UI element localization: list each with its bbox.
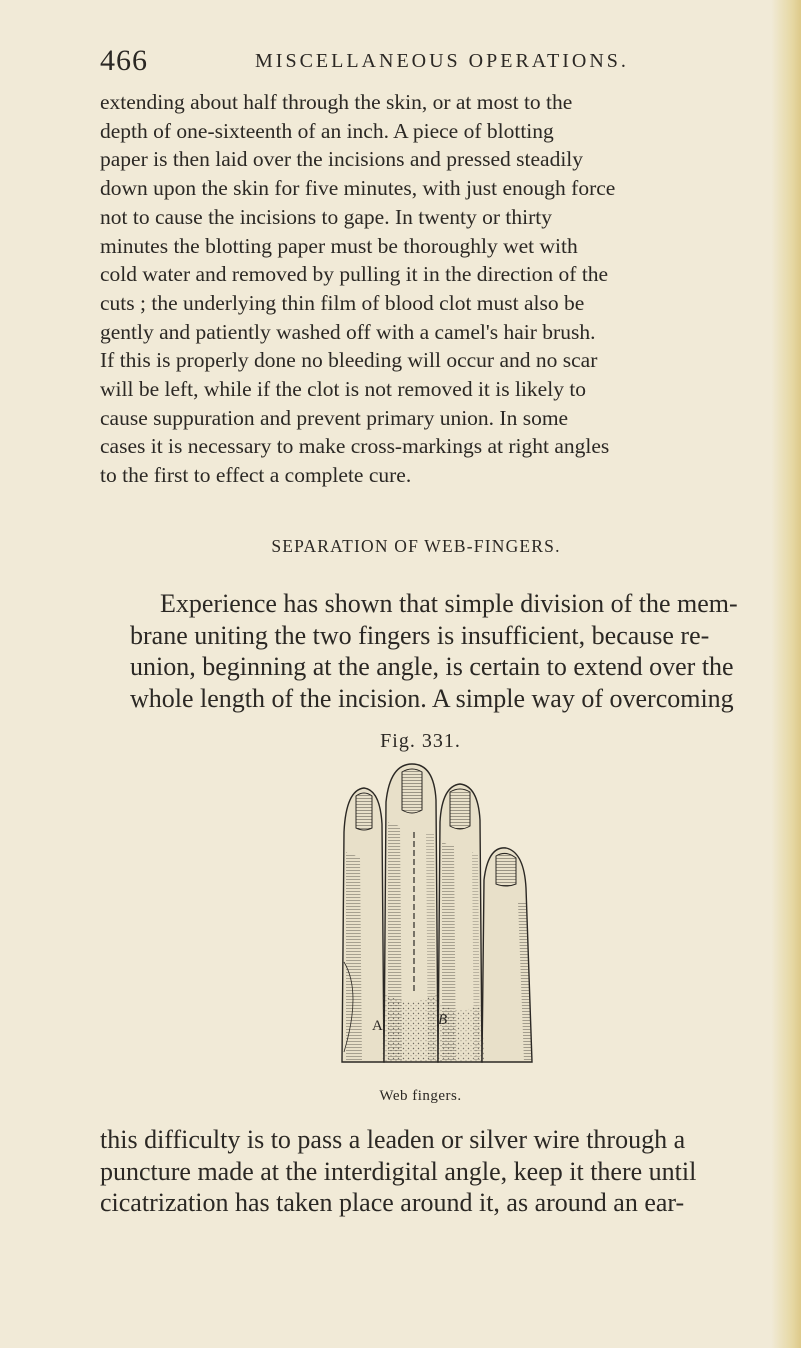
text-line: paper is then laid over the incisions and pressed steadily (100, 147, 584, 172)
figure-label: Fig. 331. (380, 730, 461, 752)
text-line: cicatrization has taken place around it, as around an ear- (100, 1188, 685, 1217)
figure-caption: Web fingers. (379, 1088, 462, 1104)
text-line: not to cause the incisions to gape. In twenty or thirty (100, 204, 553, 229)
marker-b: B (438, 1012, 448, 1028)
paragraph-1 (100, 88, 760, 490)
text-line: cases it is necessary to make cross-markings at right angles (100, 434, 610, 459)
little-finger (482, 848, 532, 1062)
page-edge (771, 0, 801, 1348)
text-line: to the first to effect a complete cure. (100, 463, 412, 488)
text-line: brane uniting the two fingers is insufficient, because re- (130, 620, 710, 650)
web-fingers-illustration (322, 762, 550, 1082)
text-line: minutes the blotting paper must be thoroughly wet with (100, 233, 578, 258)
text-line: down upon the skin for five minutes, with just enough force (100, 176, 616, 201)
text-line: extending about half through the skin, or at most to the (100, 90, 573, 114)
page-header (100, 44, 750, 84)
running-head: MISCELLANEOUS OPERATIONS. (255, 50, 629, 72)
text-line: depth of one-sixteenth of an inch. A piece of blotting (100, 118, 554, 143)
text-line: cold water and removed by pulling it in the direction of the (100, 262, 609, 287)
text-line: will be left, while if the clot is not removed it is likely to (100, 377, 587, 402)
text-line: Experience has shown that simple division of the mem- (160, 589, 738, 618)
text-line: union, beginning at the angle, is certain to extend over the (130, 652, 734, 681)
text-line: cause suppuration and prevent primary union. In some (100, 405, 569, 430)
web-membrane (438, 1002, 484, 1062)
text-line: cuts ; the underlying thin film of blood clot must also be (100, 290, 585, 315)
text-line: If this is properly done no bleeding will occur and no scar (100, 348, 598, 373)
text-line: whole length of the incision. A simple way of overcoming (130, 683, 734, 713)
text-line: puncture made at the interdigital angle, keep it there until (100, 1156, 697, 1186)
paragraph-2 (100, 588, 760, 714)
marker-a: A (372, 1018, 383, 1034)
paragraph-3 (100, 1124, 760, 1219)
page-number: 466 (100, 44, 148, 77)
section-heading: SEPARATION OF WEB-FINGERS. (271, 536, 561, 556)
text-line: gently and patiently washed off with a camel's hair brush. (100, 319, 596, 344)
text-line: this difficulty is to pass a leaden or silver wire through a (100, 1125, 686, 1154)
